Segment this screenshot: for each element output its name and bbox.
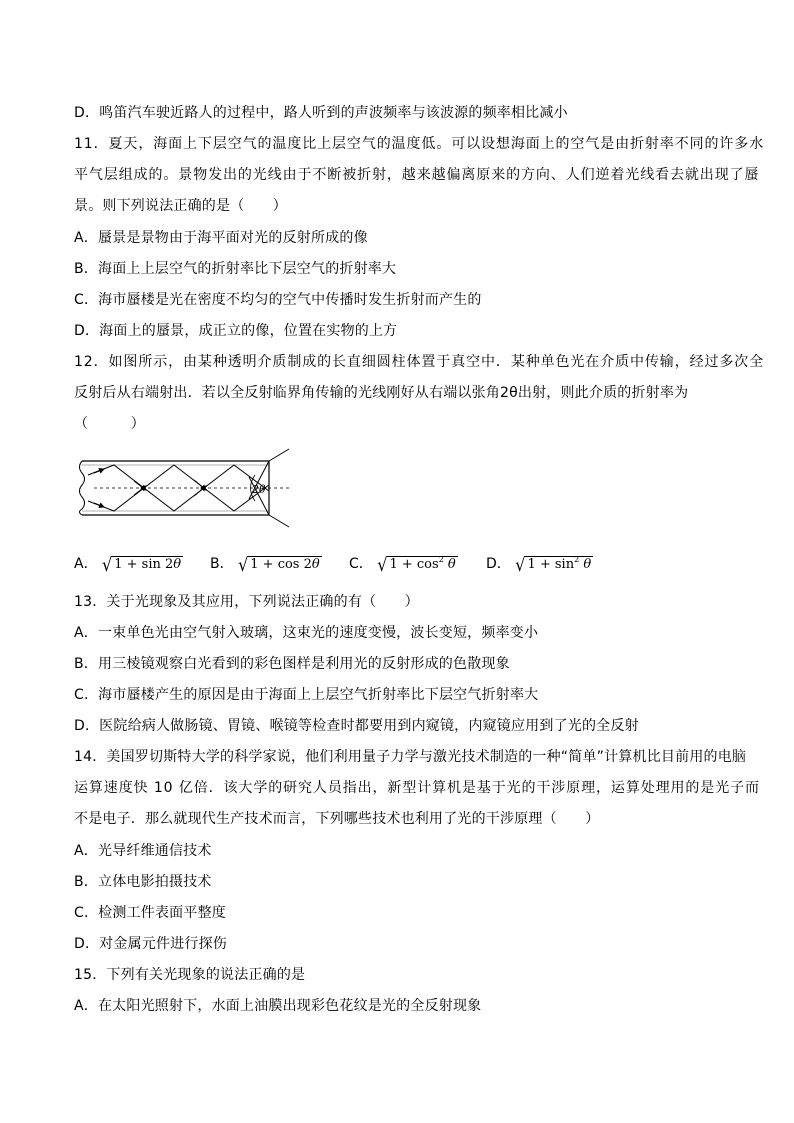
sqrt-expression: √ $1 + \cos^2 \theta$ (377, 553, 456, 576)
q11-option-c: C．海市蜃楼是光在密度不均匀的空气中传播时发生折射而产生的 (74, 292, 482, 308)
q14-option-c: C．检测工件表面平整度 (74, 905, 226, 921)
q11-option-a: A．蜃景是景物由于海平面对光的反射所成的像 (74, 230, 368, 246)
q13-option-c: C．海市蜃楼产生的原因是由于海面上上层空气折射率比下层空气折射率大 (74, 687, 539, 703)
sqrt-expression: √ $1 + \sin^2 \theta$ (515, 553, 592, 576)
sqrt-expression: √ 1 + sin 2θ (102, 553, 182, 576)
light-guide-figure (74, 445, 296, 533)
q11-stem-line-2: 平气层组成的。景物发出的光线由于不断被折射，越来越偏离原来的方向、人们逆着光线看去就出现了蜃 (74, 167, 760, 183)
q12-stem-line-1: 12．如图所示，由某种透明介质制成的长直细圆柱体置于真空中．某种单色光在介质中传输，经过多次全 (74, 354, 765, 370)
q13-stem: 13．关于光现象及其应用，下列说法正确的有（ ） (74, 594, 419, 610)
q14-option-d: D．对金属元件进行探伤 (74, 936, 227, 952)
q12-option-d: D． √ $1 + \sin^2 \theta$ (486, 553, 592, 576)
q11-option-d: D．海面上的蜃景，成正立的像，位置在实物的上方 (74, 323, 398, 339)
q14-stem-line-3: 不是电子．那么就现代生产技术而言，下列哪些技术也利用了光的干涉原理（ ） (74, 811, 600, 827)
q12-option-a: A． √ 1 + sin 2θ (74, 553, 182, 576)
q13-option-a: A．一束单色光由空气射入玻璃，这束光的速度变慢，波长变短，频率变小 (74, 625, 539, 641)
sqrt-expression: √ 1 + cos 2θ (238, 553, 320, 576)
q11-option-b: B．海面上上层空气的折射率比下层空气的折射率大 (74, 261, 397, 277)
q14-option-b: B．立体电影拍摄技术 (74, 874, 212, 890)
q10-option-d: D．鸣笛汽车驶近路人的过程中，路人听到的声波频率与该波源的频率相比减小 (74, 105, 568, 121)
q11-stem-line-1: 11．夏天，海面上下层空气的温度比上层空气的温度低。可以设想海面上的空气是由折射率不同的许多水 (74, 136, 765, 152)
q12-option-c: C． √ $1 + \cos^2 \theta$ (349, 553, 456, 576)
angle-label: 2θ (252, 483, 266, 496)
q12-stem-line-3: （ ） (74, 416, 145, 432)
q12-option-b: B． √ 1 + cos 2θ (210, 553, 320, 576)
q13-option-b: B．用三棱镜观察白光看到的彩色图样是利用光的反射形成的色散现象 (74, 656, 510, 672)
q15-stem: 15．下列有关光现象的说法正确的是 (74, 967, 306, 983)
q12-stem-line-2: 反射后从右端射出．若以全反射临界角传输的光线刚好从右端以张角2θ出射，则此介质的折射率为 (74, 385, 689, 401)
q15-option-a: A．在太阳光照射下，水面上油膜出现彩色花纹是光的全反射现象 (74, 998, 482, 1014)
q13-option-d: D．医院给病人做肠镜、胃镜、喉镜等检查时都要用到内窥镜，内窥镜应用到了光的全反射 (74, 718, 639, 734)
q12-options (74, 553, 634, 577)
q11-stem-line-3: 景。则下列说法正确的是（ ） (74, 198, 287, 214)
q14-stem-line-1: 14．美国罗切斯特大学的科学家说，他们利用量子力学与激光技术制造的一种“简单”计算机比目前用的电脑 (74, 749, 747, 765)
q14-option-a: A．光导纤维通信技术 (74, 843, 212, 859)
q14-stem-line-2: 运算速度快 10 亿倍．该大学的研究人员指出，新型计算机是基于光的干涉原理，运算处理用的是光子而 (74, 780, 760, 796)
